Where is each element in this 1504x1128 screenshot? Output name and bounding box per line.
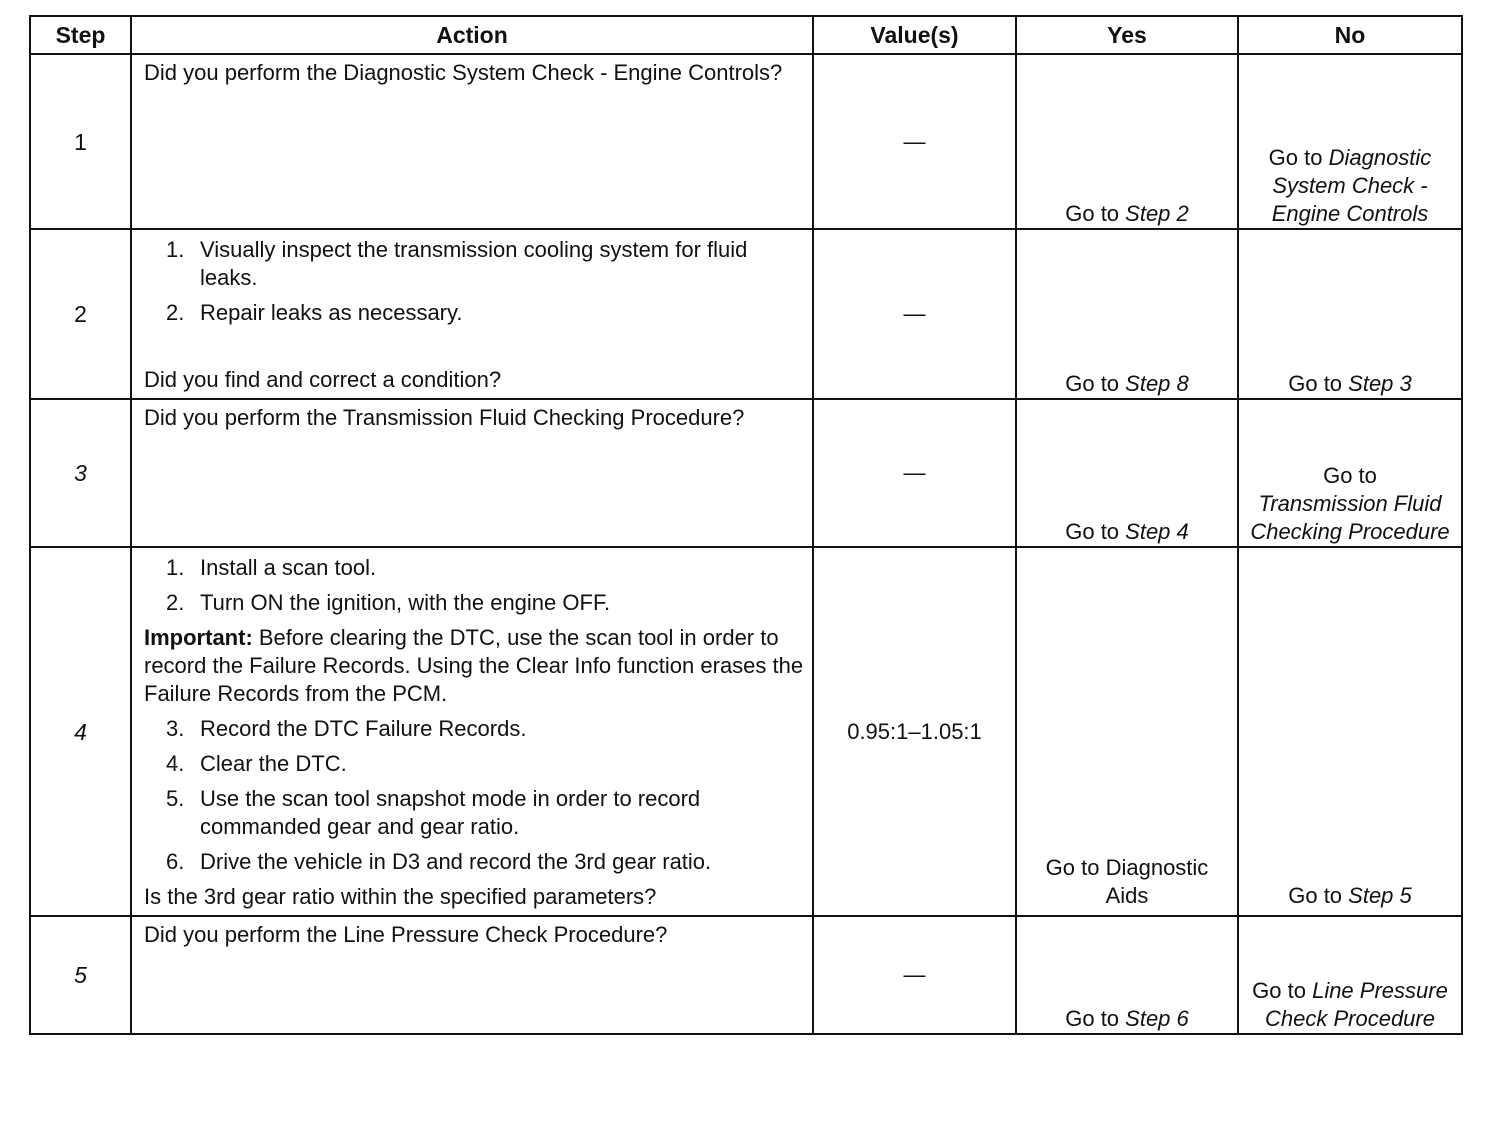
yes-link[interactable]: Step 8 — [1125, 371, 1189, 396]
list-item — [166, 236, 804, 292]
action-cell — [131, 54, 813, 229]
important-text: Before clearing the DTC, use the scan tool in order to record the Failure Records. Using the Clear Info function erases the Failure Records from the PCM. — [144, 625, 804, 706]
yes-prefix: Go to — [1065, 1006, 1126, 1031]
list-item-text: Clear the DTC. — [200, 751, 347, 776]
list-item-number: 5. — [166, 786, 185, 811]
list-item-text: Drive the vehicle in D3 and record the 3rd gear ratio. — [200, 849, 712, 874]
yes-link[interactable]: Step 6 — [1125, 1006, 1189, 1031]
value-cell: — — [813, 229, 1016, 399]
header-step: Step — [30, 16, 131, 54]
table-row — [30, 547, 1462, 916]
header-action: Action — [131, 16, 813, 54]
list-item — [166, 589, 804, 617]
value-cell: — — [813, 916, 1016, 1034]
action-list — [132, 236, 812, 327]
list-item-text: Use the scan tool snapshot mode in order to record commanded gear and gear ratio. — [200, 786, 701, 839]
action-text: Did you perform the Line Pressure Check Procedure? — [144, 922, 668, 947]
list-item-text: Repair leaks as necessary. — [200, 300, 463, 325]
list-item — [166, 848, 804, 876]
step-number: 1 — [30, 54, 131, 229]
header-row — [30, 16, 1462, 54]
header-values: Value(s) — [813, 16, 1016, 54]
value-cell: — — [813, 54, 1016, 229]
yes-link[interactable]: Step 4 — [1125, 519, 1189, 544]
no-link[interactable]: Transmission Fluid Checking Procedure — [1250, 491, 1450, 544]
no-prefix: Go to — [1268, 145, 1329, 170]
step-number: 4 — [30, 547, 131, 916]
step-number: 3 — [30, 399, 131, 547]
step-number: 2 — [30, 229, 131, 399]
no-prefix: Go to — [1288, 371, 1349, 396]
yes-cell — [1016, 229, 1238, 399]
table-row — [30, 229, 1462, 399]
list-item-number: 6. — [166, 849, 185, 874]
list-item-number: 4. — [166, 751, 185, 776]
list-item-number: 2. — [166, 590, 185, 615]
table-row — [30, 54, 1462, 229]
no-link[interactable]: Step 3 — [1348, 371, 1412, 396]
action-cell — [131, 399, 813, 547]
list-item — [166, 715, 804, 743]
list-item-number: 2. — [166, 300, 185, 325]
value-cell: — — [813, 399, 1016, 547]
yes-cell — [1016, 54, 1238, 229]
no-prefix: Go to — [1252, 978, 1313, 1003]
yes-link[interactable]: Step 2 — [1125, 201, 1189, 226]
important-label: Important: — [144, 625, 253, 650]
action-question: Did you find and correct a condition? — [144, 367, 502, 392]
important-note — [132, 624, 812, 715]
action-list — [132, 715, 812, 876]
list-item-number: 3. — [166, 716, 185, 741]
no-cell — [1238, 54, 1462, 229]
step-number: 5 — [30, 916, 131, 1034]
no-cell — [1238, 916, 1462, 1034]
action-cell — [131, 229, 813, 399]
no-cell — [1238, 547, 1462, 916]
no-link[interactable]: Line Pressure Check Procedure — [1265, 978, 1448, 1031]
yes-link[interactable]: Go to Diagnostic Aids — [1045, 855, 1209, 908]
value-cell: 0.95:1–1.05:1 — [813, 547, 1016, 916]
header-no: No — [1238, 16, 1462, 54]
list-item-number: 1. — [166, 237, 185, 262]
list-item-text: Install a scan tool. — [200, 555, 377, 580]
header-yes: Yes — [1016, 16, 1238, 54]
list-item — [166, 299, 804, 327]
list-item — [166, 785, 804, 841]
no-cell — [1238, 399, 1462, 547]
table-row — [30, 916, 1462, 1034]
yes-prefix: Go to — [1065, 371, 1126, 396]
yes-prefix: Go to — [1065, 201, 1126, 226]
table-row — [30, 399, 1462, 547]
action-cell — [131, 547, 813, 916]
list-item-text: Record the DTC Failure Records. — [200, 716, 527, 741]
action-text: Did you perform the Transmission Fluid Checking Procedure? — [144, 405, 745, 430]
diagnostic-table — [29, 15, 1463, 1035]
list-item — [166, 554, 804, 582]
list-item-number: 1. — [166, 555, 185, 580]
yes-cell — [1016, 547, 1238, 916]
no-link[interactable]: Diagnostic System Check - Engine Controls — [1271, 145, 1432, 226]
no-prefix: Go to — [1323, 463, 1377, 488]
yes-cell — [1016, 916, 1238, 1034]
action-cell — [131, 916, 813, 1034]
list-item — [166, 750, 804, 778]
list-item-text: Visually inspect the transmission cooling system for fluid leaks. — [200, 237, 748, 290]
list-item-text: Turn ON the ignition, with the engine OFF. — [200, 590, 611, 615]
no-cell — [1238, 229, 1462, 399]
action-question: Is the 3rd gear ratio within the specified parameters? — [144, 884, 657, 909]
yes-prefix: Go to — [1065, 519, 1126, 544]
action-text: Did you perform the Diagnostic System Check - Engine Controls? — [144, 60, 783, 85]
action-list — [132, 554, 812, 617]
yes-cell — [1016, 399, 1238, 547]
no-prefix: Go to — [1288, 883, 1349, 908]
no-link[interactable]: Step 5 — [1348, 883, 1412, 908]
